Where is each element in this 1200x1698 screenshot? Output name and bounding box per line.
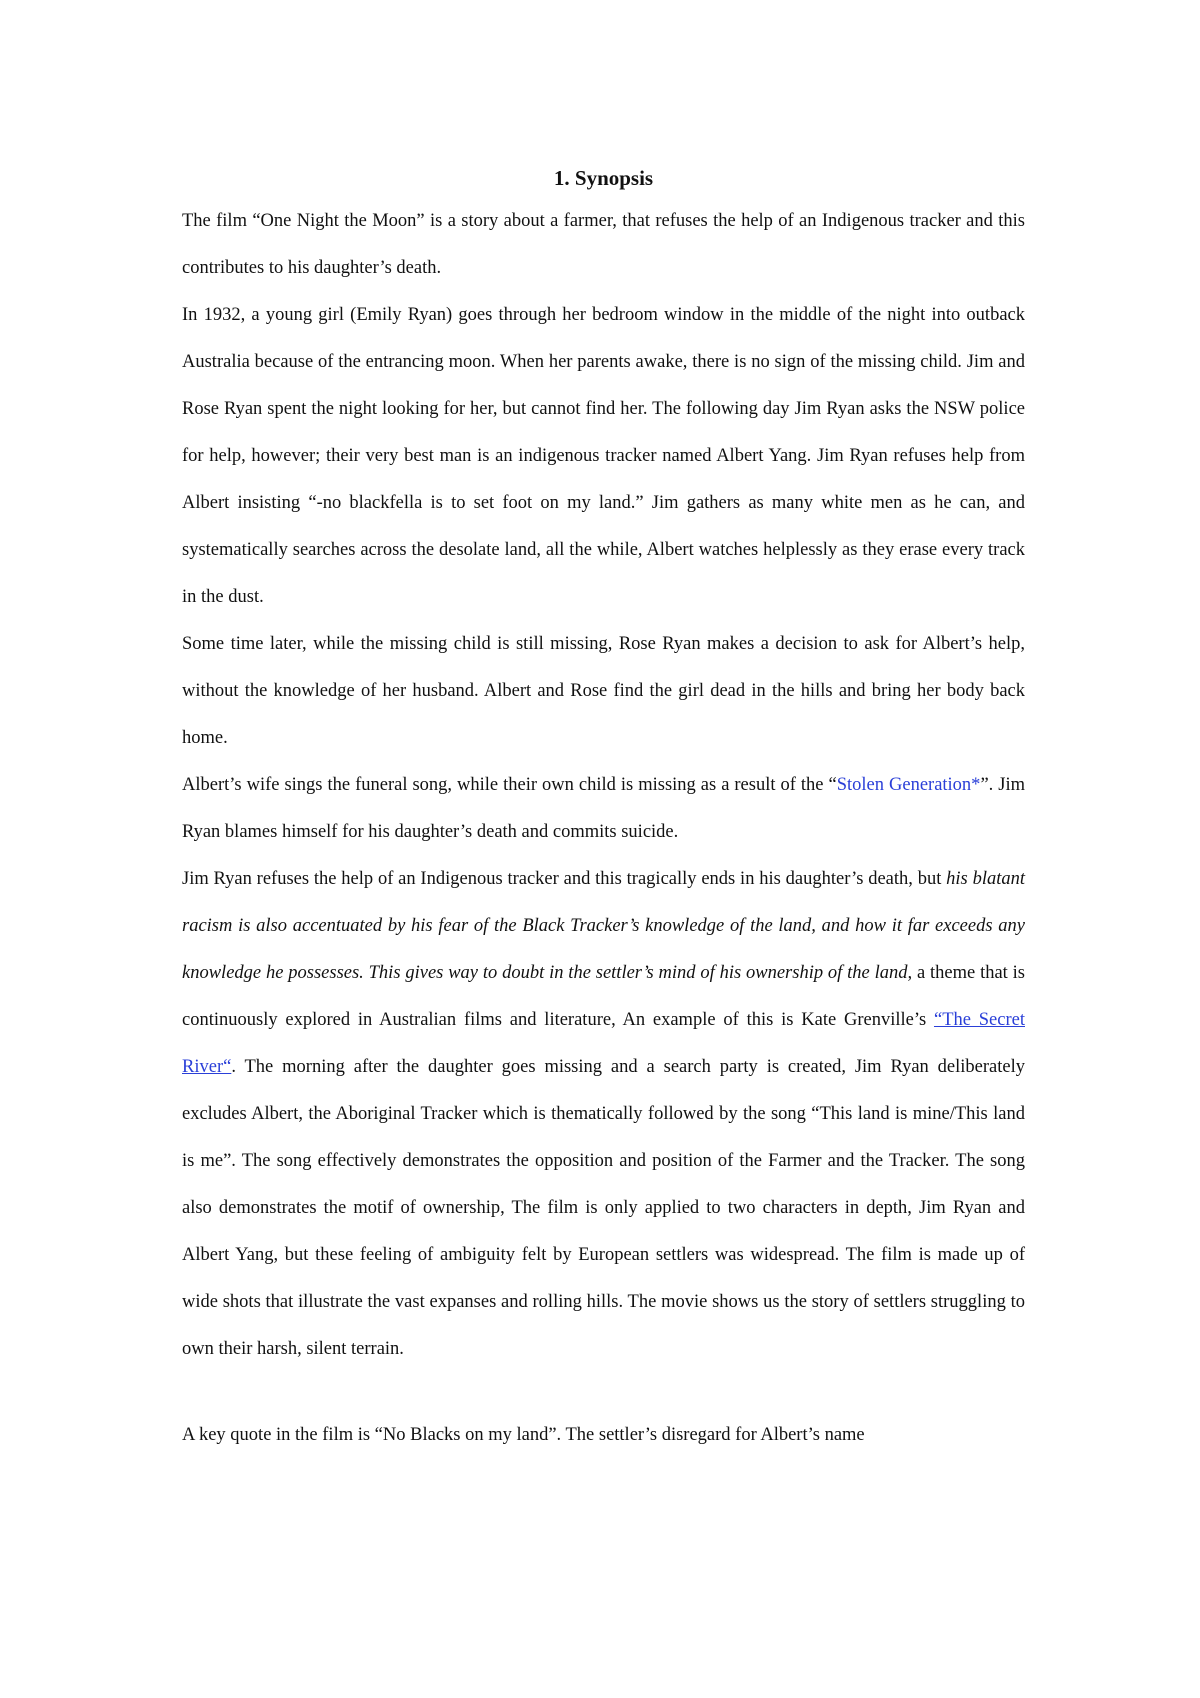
paragraph-plot: In 1932, a young girl (Emily Ryan) goes through her bedroom window in the middle of the night into outback Australia because of the entrancing moon. When her parents awake, there is no sign of the missing child. Jim and Rose Ryan spent the night looking for her, but cannot find her. The following day Jim Ryan asks the NSW police for help, however; their very best man is an indigenous tracker named Albert Yang. Jim Ryan refuses help from Albert insisting “-no blackfella is to set foot on my land.” Jim gathers as many white men as he can, and systematically searches across the desolate land, all the while, Albert watches helplessly as they erase every track in the dust. bbox=[182, 305, 1025, 607]
paragraph-funeral-text-start: Albert’s wife sings the funeral song, while their own child is missing as a result of the “ bbox=[182, 775, 837, 795]
paragraph-funeral bbox=[182, 762, 1025, 856]
paragraph-intro: The film “One Night the Moon” is a story about a farmer, that refuses the help of an Indigenous tracker and this contributes to his daughter’s death. bbox=[182, 211, 1025, 278]
paragraph-analysis-mid: a theme that is continuously explored in Australian films and literature, An example of this is Kate Grenville’s bbox=[182, 963, 1026, 1030]
paragraph-analysis-end: . The morning after the daughter goes missing and a search party is created, Jim Ryan deliberately excludes Albert, the Aboriginal Tracker which is thematically followed by the song “This land is mine/This land is me”. The song effectively demonstrates the opposition and position of the Farmer and the Tracker. The song also demonstrates the motif of ownership, The film is only applied to two characters in depth, Jim Ryan and Albert Yang, but these feeling of ambiguity felt by European settlers was widespread. The film is made up of wide shots that illustrate the vast expanses and rolling hills. The movie shows us the story of settlers struggling to own their harsh, silent terrain. bbox=[182, 1057, 1025, 1359]
paragraph-analysis bbox=[182, 856, 1025, 1373]
stolen-generation-link[interactable]: Stolen Generation* bbox=[836, 775, 981, 795]
paragraph-analysis-italic: his blatant racism is also accentuated by his fear of the Black Tracker’s knowledge of the land, and how it far exceeds any knowledge he possesses. This gives way to doubt in the settler’s mind of his ownership of the land, bbox=[182, 869, 1025, 983]
paragraph-funeral-text-end: ”. Jim Ryan blames himself for his daughter’s death and commits suicide. bbox=[182, 775, 1025, 842]
paragraph-search: Some time later, while the missing child is still missing, Rose Ryan makes a decision to ask for Albert’s help, without the knowledge of her husband. Albert and Rose find the girl dead in the hills and bring her body back home. bbox=[182, 634, 1025, 748]
paragraph-analysis-start: Jim Ryan refuses the help of an Indigenous tracker and this tragically ends in his daughter’s death, but bbox=[182, 869, 947, 889]
section-title: 1. Synopsis bbox=[553, 166, 654, 190]
paragraph-key-quote: A key quote in the film is “No Blacks on my land”. The settler’s disregard for Albert’s name bbox=[182, 1425, 865, 1445]
secret-river-link[interactable]: “The Secret River“ bbox=[182, 1010, 1025, 1077]
document-page bbox=[182, 158, 1025, 1459]
paragraph-spacer bbox=[182, 1373, 1025, 1412]
